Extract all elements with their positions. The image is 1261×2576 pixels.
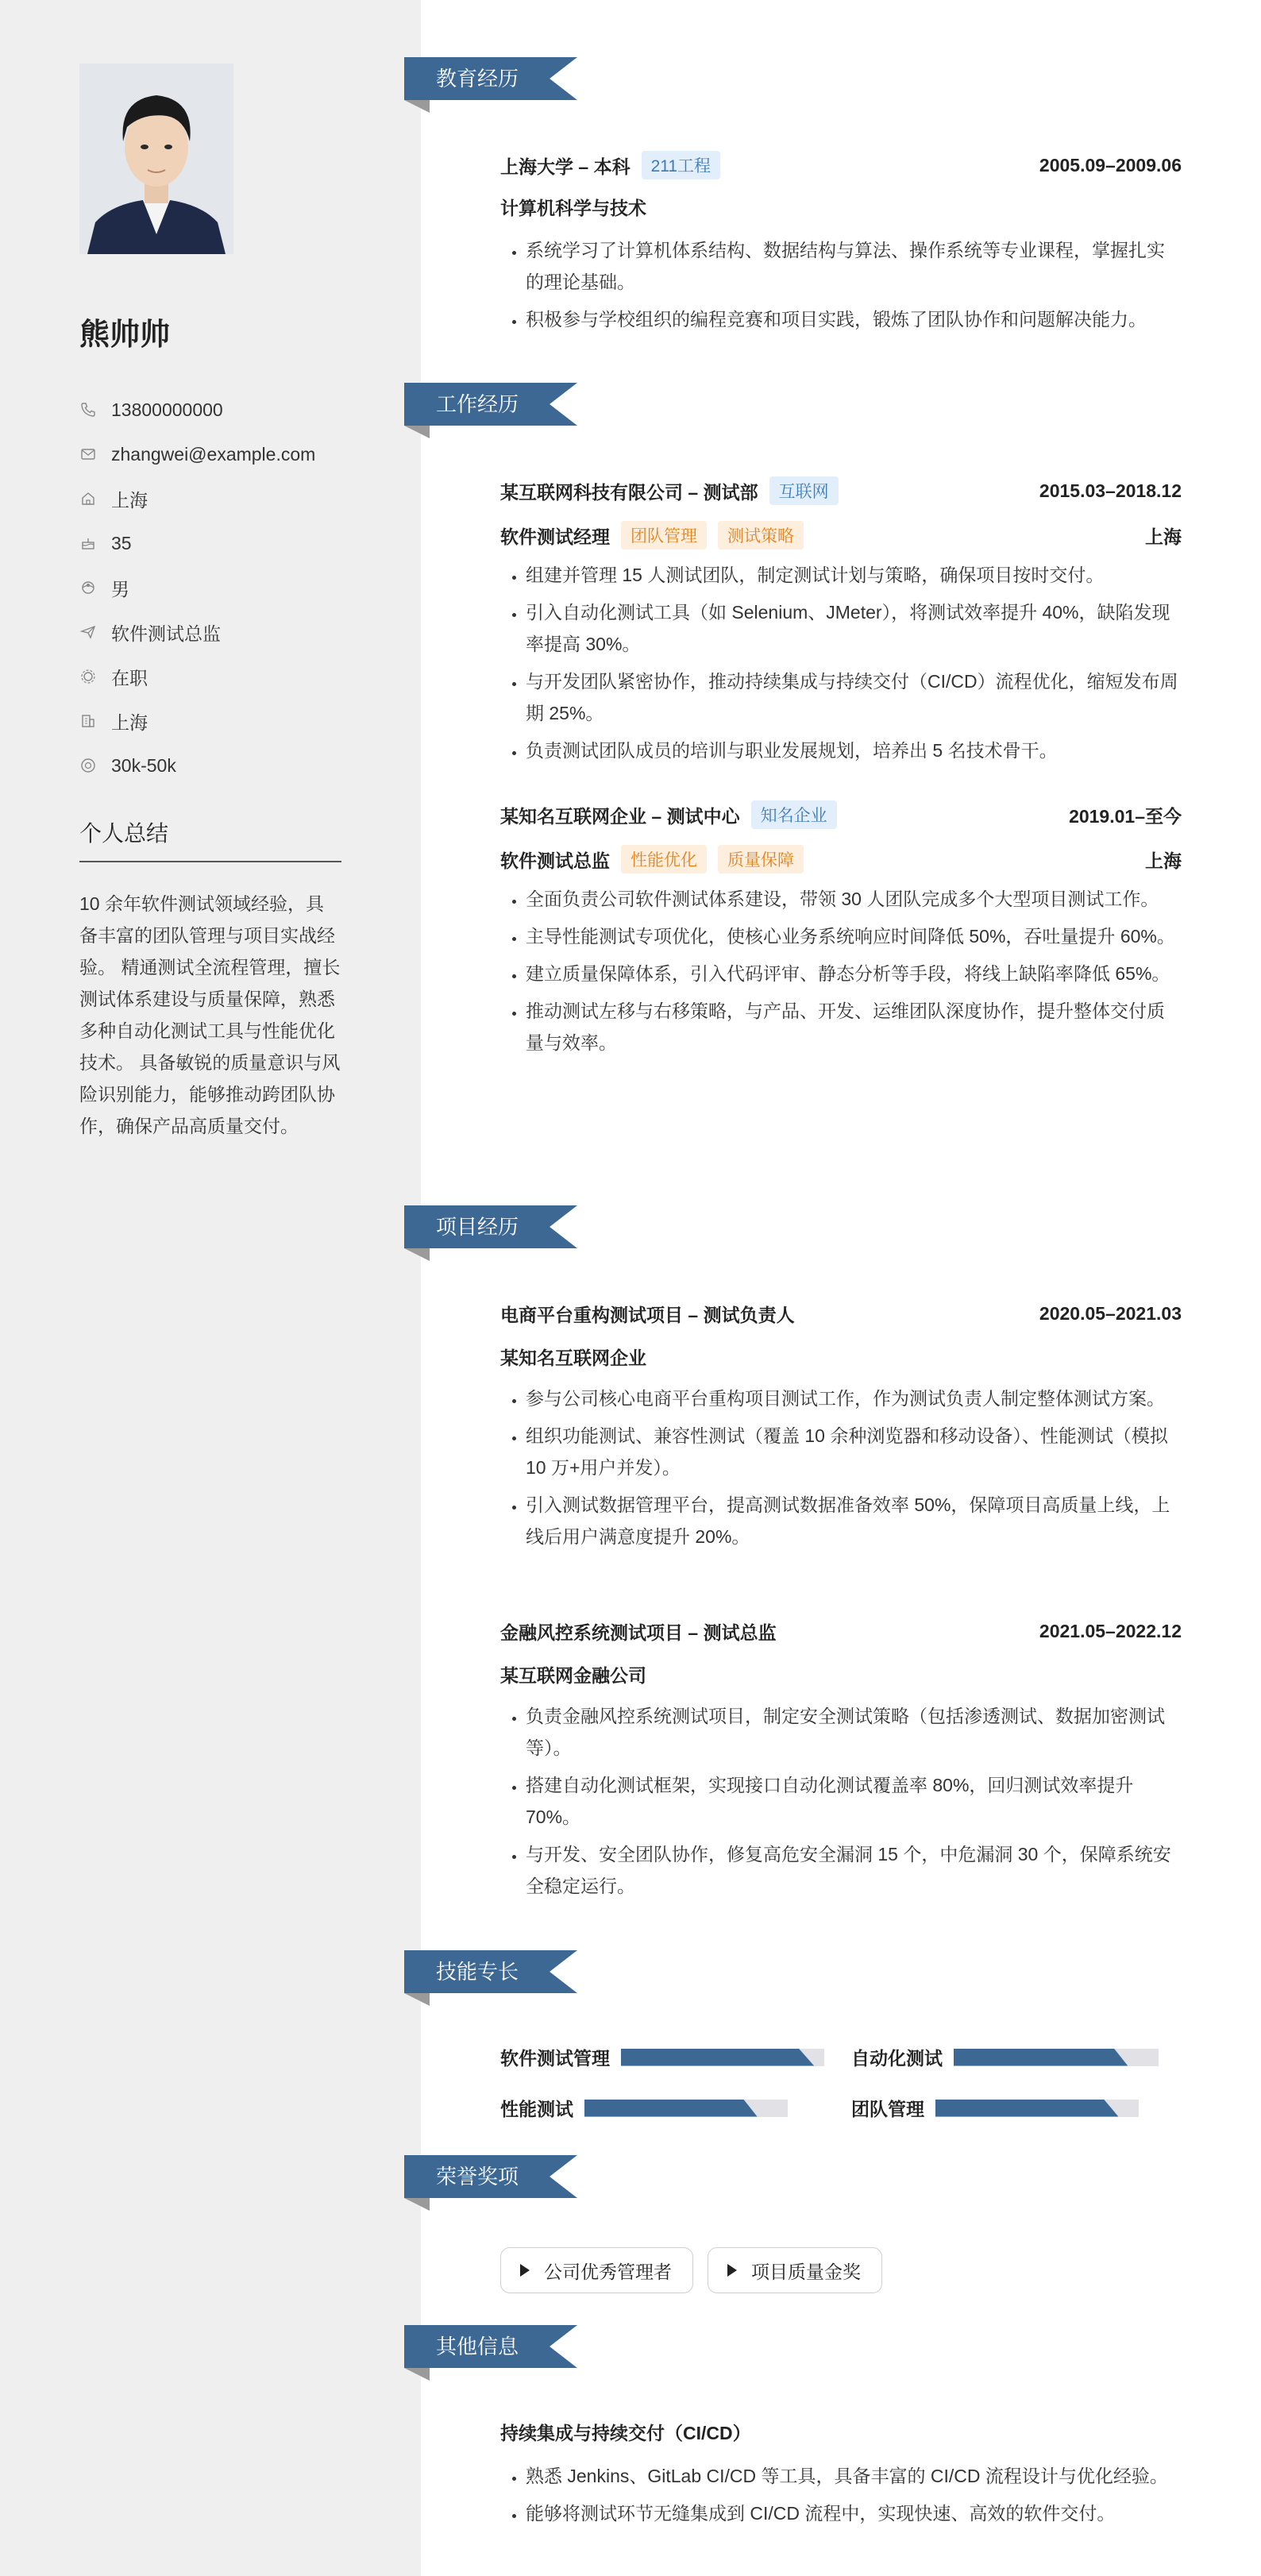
skill-bar <box>621 2049 824 2066</box>
location-text: 上海 <box>111 489 148 511</box>
role-tag: 团队管理 <box>621 521 707 550</box>
avatar <box>79 64 233 254</box>
play-icon <box>520 2264 530 2277</box>
salary-icon <box>79 757 97 774</box>
section-title: 荣誉奖项 <box>436 2165 519 2188</box>
project-date: 2020.05–2021.03 <box>1039 1302 1182 1324</box>
skill-bar <box>584 2100 788 2117</box>
info-item-title <box>79 610 381 654</box>
company-name: 某知名互联网企业 – 测试中心 <box>500 805 740 827</box>
education-major: 计算机科学与技术 <box>500 198 646 218</box>
skill-fill <box>935 2100 1118 2117</box>
skill-name: 自动化测试 <box>851 2048 943 2069</box>
work-date: 2019.01–至今 <box>1069 805 1182 827</box>
building-icon <box>79 712 97 730</box>
section-header-education <box>404 57 577 100</box>
gender-icon <box>79 579 97 596</box>
sidebar <box>0 0 421 2576</box>
work-company <box>500 476 839 505</box>
school-name: 上海大学 – 本科 <box>500 156 630 177</box>
project-bullets <box>500 1382 1182 1552</box>
candidate-name: 熊帅帅 <box>79 318 171 352</box>
project-bullets <box>500 1700 1182 1902</box>
education-entry <box>500 151 1182 341</box>
info-item-age <box>79 521 381 565</box>
list-item: • 组织功能测试、兼容性测试（覆盖 10 余种浏览器和移动设备）、性能测试（模拟 10 万+用户并发）。 <box>526 1420 1182 1483</box>
other-bullets <box>500 2460 1182 2529</box>
project-title: 电商平台重构测试项目 – 测试负责人 <box>500 1304 795 1325</box>
phone-text: 13800000000 <box>111 399 223 420</box>
list-item: • 负责测试团队成员的培训与职业发展规划，培养出 5 名技术骨干。 <box>526 735 1182 766</box>
section-header-work <box>404 383 577 426</box>
section-header-honors <box>404 2155 577 2198</box>
role-tag: 质量保障 <box>718 845 804 873</box>
honor-label: 项目质量金奖 <box>751 2261 861 2282</box>
status-icon <box>79 668 97 685</box>
section-title: 其他信息 <box>436 2335 519 2358</box>
section-title: 技能专长 <box>436 1960 519 1984</box>
project-company: 某知名互联网企业 <box>500 1348 646 1368</box>
skill-bar <box>935 2100 1139 2117</box>
role-tag: 性能优化 <box>621 845 707 873</box>
salary-text: 30k-50k <box>111 754 176 776</box>
list-item: • 组建并管理 15 人测试团队，制定测试计划与策略，确保项目按时交付。 <box>526 559 1182 591</box>
work-role <box>500 521 804 550</box>
email-text: zhangwei@example.com <box>111 443 316 465</box>
list-item: • 与开发团队紧密协作，推动持续集成与持续交付（CI/CD）流程优化，缩短发布周期 25%。 <box>526 665 1182 729</box>
skill-fill <box>621 2049 814 2066</box>
list-item: • 能够将测试环节无缝集成到 CI/CD 流程中，实现快速、高效的软件交付。 <box>526 2497 1182 2529</box>
work-company <box>500 800 837 829</box>
work-city: 上海 <box>1145 526 1182 547</box>
education-tag: 211工程 <box>642 151 720 179</box>
other-title: 持续集成与持续交付（CI/CD） <box>500 2423 751 2443</box>
education-school <box>500 151 720 179</box>
play-icon <box>727 2264 737 2277</box>
city-text: 上海 <box>111 711 148 733</box>
skill-name: 性能测试 <box>500 2099 573 2119</box>
role-name: 软件测试经理 <box>500 526 610 547</box>
honor-badge <box>500 2247 693 2293</box>
skill-bar <box>954 2049 1159 2066</box>
contact-info-list <box>79 388 381 788</box>
skill-fill <box>584 2100 758 2117</box>
info-item-status <box>79 654 381 699</box>
info-item-gender <box>79 565 381 610</box>
skill-item <box>851 2044 1159 2070</box>
honor-label: 公司优秀管理者 <box>544 2261 672 2282</box>
list-item: • 推动测试左移与右移策略，与产品、开发、运维团队深度协作，提升整体交付质量与效率。 <box>526 995 1182 1059</box>
list-item: • 熟悉 Jenkins、GitLab CI/CD 等工具，具备丰富的 CI/CD 流程设计与优化经验。 <box>526 2460 1182 2492</box>
list-item: • 系统学习了计算机体系结构、数据结构与算法、操作系统等专业课程，掌握扎实的理论基础。 <box>526 234 1182 298</box>
summary-heading: 个人总结 <box>79 816 341 862</box>
skill-item <box>500 2044 824 2070</box>
section-header-projects <box>404 1205 577 1248</box>
honor-badge <box>708 2247 882 2293</box>
education-date: 2005.09–2009.06 <box>1039 154 1182 175</box>
project-title: 金融风控系统测试项目 – 测试总监 <box>500 1622 777 1643</box>
gender-text: 男 <box>111 578 129 600</box>
section-title: 教育经历 <box>436 67 519 91</box>
list-item: • 主导性能测试专项优化，使核心业务系统响应时间降低 50%，吞吐量提升 60%。 <box>526 920 1182 952</box>
email-icon <box>79 445 97 463</box>
list-item: • 建立质量保障体系，引入代码评审、静态分析等手段，将线上缺陷率降低 65%。 <box>526 958 1182 989</box>
info-item-salary <box>79 743 381 788</box>
project-company: 某互联网金融公司 <box>500 1665 646 1686</box>
info-item-city <box>79 699 381 743</box>
list-item: • 搭建自动化测试框架，实现接口自动化测试覆盖率 80%，回归测试效率提升 70%。 <box>526 1769 1182 1833</box>
list-item: • 参与公司核心电商平台重构项目测试工作，作为测试负责人制定整体测试方案。 <box>526 1382 1182 1414</box>
info-item-email <box>79 432 381 476</box>
list-item: • 负责金融风控系统测试项目，制定安全测试策略（包括渗透测试、数据加密测试等）。 <box>526 1700 1182 1764</box>
work-entry <box>500 800 1182 1064</box>
age-text: 35 <box>111 532 132 553</box>
project-entry <box>500 1617 1182 1907</box>
send-icon <box>79 623 97 641</box>
company-tag: 知名企业 <box>751 800 837 829</box>
skill-name: 团队管理 <box>851 2099 924 2119</box>
company-tag: 互联网 <box>769 476 839 505</box>
age-icon <box>79 534 97 552</box>
work-city: 上海 <box>1145 850 1182 871</box>
phone-icon <box>79 401 97 418</box>
list-item: • 引入自动化测试工具（如 Selenium、JMeter），将测试效率提升 40%，缺陷发现率提高 30%。 <box>526 596 1182 660</box>
other-info <box>500 2419 1182 2535</box>
section-title: 项目经历 <box>436 1215 519 1239</box>
list-item: • 全面负责公司软件测试体系建设，带领 30 人团队完成多个大型项目测试工作。 <box>526 883 1182 915</box>
work-bullets <box>500 559 1182 766</box>
summary-text: 10 余年软件测试领域经验，具备丰富的团队管理与项目实战经验。 精通测试全流程管理，擅长测试体系建设与质量保障，熟悉多种自动化测试工具与性能优化技术。 具备敏锐的质量意识与风险识别能力，能够推动跨团队协作，确保产品高质量交付。 <box>79 893 341 1136</box>
skill-fill <box>954 2049 1128 2066</box>
status-text: 在职 <box>111 667 148 688</box>
info-item-location <box>79 476 381 521</box>
list-item: • 引入测试数据管理平台，提高测试数据准备效率 50%，保障项目高质量上线，上线后用户满意度提升 20%。 <box>526 1489 1182 1552</box>
home-icon <box>79 490 97 507</box>
education-bullets <box>500 234 1182 335</box>
company-name: 某互联网科技有限公司 – 测试部 <box>500 481 758 503</box>
list-item: • 与开发、安全团队协作，修复高危安全漏洞 15 个，中危漏洞 30 个，保障系统安全稳定运行。 <box>526 1838 1182 1902</box>
section-header-other <box>404 2325 577 2368</box>
info-item-phone <box>79 388 381 432</box>
list-item: • 积极参与学校组织的编程竞赛和项目实践，锻炼了团队协作和问题解决能力。 <box>526 303 1182 335</box>
work-role <box>500 845 804 873</box>
role-name: 软件测试总监 <box>500 850 610 871</box>
section-header-skills <box>404 1950 577 1993</box>
skills-list <box>500 2038 1182 2125</box>
honors-list <box>500 2247 897 2293</box>
project-entry <box>500 1299 1182 1558</box>
title-text: 软件测试总监 <box>111 623 221 644</box>
skill-item <box>500 2095 788 2121</box>
work-date: 2015.03–2018.12 <box>1039 480 1182 501</box>
skill-name: 软件测试管理 <box>500 2048 610 2069</box>
skill-item <box>851 2095 1139 2121</box>
role-tag: 测试策略 <box>718 521 804 550</box>
section-title: 工作经历 <box>436 392 519 416</box>
work-entry <box>500 476 1182 772</box>
project-date: 2021.05–2022.12 <box>1039 1620 1182 1641</box>
work-bullets <box>500 883 1182 1059</box>
